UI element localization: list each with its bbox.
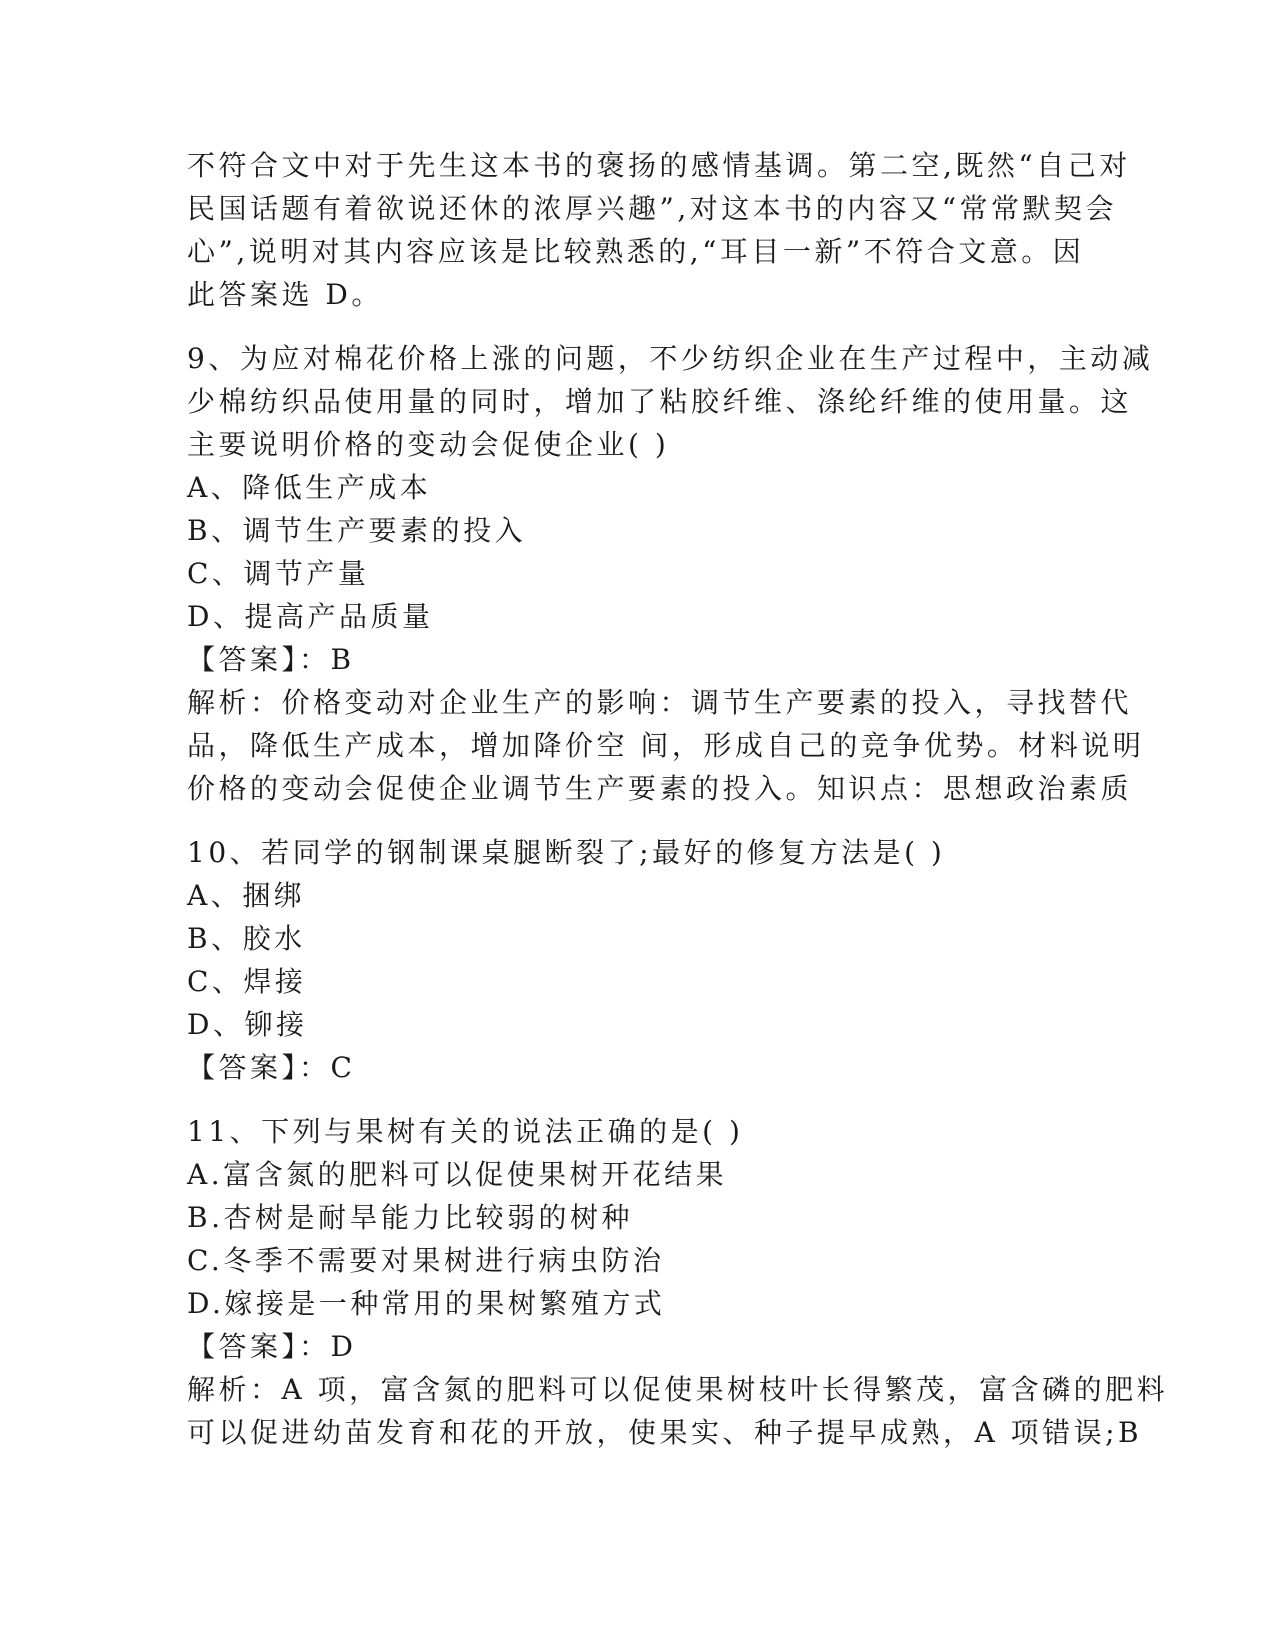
spacer <box>187 810 1087 831</box>
question-stem: 9、为应对棉花价格上涨的问题，不少纺织企业在生产过程中，主动减 <box>187 342 1154 375</box>
answer-label: 【答案】：B <box>187 643 355 676</box>
question-stem: 主要说明价格的变动会促使企业( ) <box>187 428 670 461</box>
question-11 <box>187 1110 1169 1454</box>
option-c: C、调节产量 <box>187 557 370 590</box>
analysis-line: 心”,说明对其内容应该是比较熟悉的,“耳目一新”不符合文意。因 <box>187 235 1085 268</box>
analysis-line: 价格的变动会促使企业调节生产要素的投入。知识点：思想政治素质 <box>187 772 1133 805</box>
option-b: B、胶水 <box>187 922 306 955</box>
question-9 <box>187 337 1154 810</box>
analysis-line: 可以促进幼苗发育和花的开放，使果实、种子提早成熟，A 项错误;B <box>187 1416 1143 1449</box>
option-b: B.杏树是耐旱能力比较弱的树种 <box>187 1201 633 1234</box>
answer-label: 【答案】：C <box>187 1051 356 1084</box>
previous-analysis <box>187 144 1131 316</box>
answer-label: 【答案】：D <box>187 1330 357 1363</box>
question-stem: 10、若同学的钢制课桌腿断裂了;最好的修复方法是( ) <box>187 836 946 869</box>
analysis-line: 民国话题有着欲说还休的浓厚兴趣”,对这本书的内容又“常常默契会 <box>187 192 1118 225</box>
analysis-line: 解析：A 项，富含氮的肥料可以促使果树枝叶长得繁茂，富含磷的肥料 <box>187 1373 1169 1406</box>
option-a: A、降低生产成本 <box>187 471 432 504</box>
question-10 <box>187 831 1087 1089</box>
analysis-line: 此答案选 D。 <box>187 278 383 311</box>
option-a: A.富含氮的肥料可以促使果树开花结果 <box>187 1158 728 1191</box>
option-c: C、焊接 <box>187 965 307 998</box>
document-page <box>187 144 1169 1454</box>
analysis-line: 解析：价格变动对企业生产的影响：调节生产要素的投入，寻找替代 <box>187 686 1133 719</box>
option-d: D、铆接 <box>187 1008 308 1041</box>
spacer <box>187 1089 1087 1110</box>
option-c: C.冬季不需要对果树进行病虫防治 <box>187 1244 665 1277</box>
option-a: A、捆绑 <box>187 879 306 912</box>
option-d: D.嫁接是一种常用的果树繁殖方式 <box>187 1287 666 1320</box>
spacer <box>187 316 1087 337</box>
option-d: D、提高产品质量 <box>187 600 434 633</box>
analysis-line: 不符合文中对于先生这本书的褒扬的感情基调。第二空,既然“自己对 <box>187 149 1131 182</box>
question-stem: 少棉纺织品使用量的同时，增加了粘胶纤维、涤纶纤维的使用量。这 <box>187 385 1133 418</box>
option-b: B、调节生产要素的投入 <box>187 514 527 547</box>
question-stem: 11、下列与果树有关的说法正确的是( ) <box>187 1115 744 1148</box>
analysis-line: 品，降低生产成本，增加降价空 间，形成自己的竞争优势。材料说明 <box>187 729 1145 762</box>
